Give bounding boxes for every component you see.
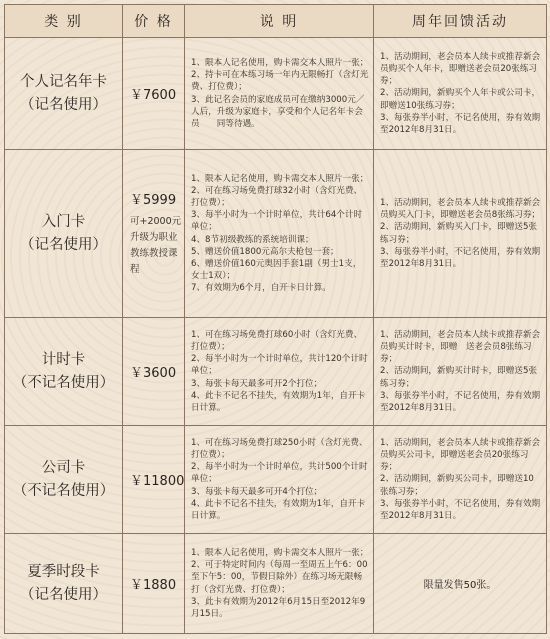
limited-sale-note: 限量发售50张。 bbox=[423, 580, 497, 591]
list-item: 2、活动期间，新购买公司卡，即赠送10张练习券； bbox=[380, 474, 534, 497]
header-anniversary-promo: 周年回馈活动 bbox=[374, 5, 547, 38]
list-item: 1、活动期间，老会员本人续卡或推荐新会员购买入门卡，即赠送老会员8张练习券； bbox=[380, 198, 541, 221]
description-cell bbox=[185, 318, 374, 426]
card-type-name: 计时卡 bbox=[41, 351, 86, 368]
list-item: 2、活动期间，新购买计时卡，即赠送5张练习券； bbox=[380, 366, 538, 389]
list-item: 3、每张券半小时，不记名使用，券有效期至2012年8月31日。 bbox=[380, 390, 541, 413]
price-cell bbox=[123, 150, 185, 318]
card-type-usage: （记名使用） bbox=[20, 236, 107, 253]
list-item: 1、可在练习场免费打球250小时（含灯光费、打位费）； bbox=[191, 438, 368, 461]
list-item: 2、持卡可在本练习场一年内无限畅打（含灯光费、打位费）； bbox=[191, 70, 369, 93]
price-value: ￥5999 bbox=[130, 193, 177, 208]
table-row bbox=[5, 150, 547, 318]
price-cell bbox=[123, 534, 185, 634]
price-upgrade-note: 可+2000元升级为职业教练教授课程 bbox=[130, 216, 182, 275]
header-category: 类 别 bbox=[5, 5, 123, 38]
table-row bbox=[5, 38, 547, 150]
promo-cell bbox=[374, 318, 547, 426]
description-cell bbox=[185, 150, 374, 318]
price-cell bbox=[123, 38, 185, 150]
promo-cell bbox=[374, 38, 547, 150]
list-item: 3、每张券半小时，不记名使用，券有效期至2012年8月31日。 bbox=[380, 246, 541, 269]
list-item: 1、限本人记名使用，购卡需交本人照片一张； bbox=[191, 174, 369, 185]
header-price: 价 格 bbox=[123, 5, 185, 38]
description-cell bbox=[185, 38, 374, 150]
card-type-cell bbox=[5, 318, 123, 426]
card-type-name: 夏季时段卡 bbox=[27, 563, 100, 580]
list-item: 2、可于特定时间内（每周一至周五上午6：00至下午5：00，节假日除外）在练习场无限畅打（含灯光费、打位费）； bbox=[191, 560, 368, 595]
list-item: 1、限本人记名使用，购卡需交本人照片一张； bbox=[191, 58, 369, 69]
list-item: 2、每半小时为一个计时单位，共计120个计时单位； bbox=[191, 354, 368, 377]
card-type-name: 入门卡 bbox=[41, 213, 86, 230]
list-item: 2、活动期间，新购买个人年卡或公司卡，即赠送10张练习券； bbox=[380, 88, 541, 111]
list-item: 3、每张卡每天最多可开4个打位； bbox=[191, 486, 323, 497]
price-cell bbox=[123, 426, 185, 534]
header-description: 说 明 bbox=[185, 5, 374, 38]
card-type-cell bbox=[5, 426, 123, 534]
price-value: ￥3600 bbox=[130, 366, 177, 381]
list-item: 2、活动期间，新购买入门卡，即赠送5张练习券； bbox=[380, 222, 538, 245]
description-cell bbox=[185, 534, 374, 634]
list-item: 2、每半小时为一个计时单位，共计500个计时单位； bbox=[191, 462, 368, 485]
price-value: ￥1880 bbox=[130, 578, 177, 593]
card-type-usage: （记名使用） bbox=[20, 96, 107, 113]
list-item: 3、每半小时为一个计时单位，共计64个计时单位； bbox=[191, 210, 363, 233]
list-item: 3、每张卡每天最多可开2个打位； bbox=[191, 378, 323, 389]
card-type-usage: （不记名使用） bbox=[12, 482, 115, 499]
list-item: 1、活动期间，老会员本人续卡或推荐新会员购买公司卡，即赠送老会员20张练习券； bbox=[380, 438, 541, 473]
promo-cell bbox=[374, 426, 547, 534]
list-item: 4、8节初级教练的系统培训课； bbox=[191, 234, 314, 245]
card-type-cell bbox=[5, 534, 123, 634]
list-item: 3、每张券半小时，不记名使用，券有效期至2012年8月31日。 bbox=[380, 498, 541, 521]
card-type-name: 个人记名年卡 bbox=[20, 73, 107, 90]
list-item: 7、有效期为6个月，自开卡日计算。 bbox=[191, 282, 331, 293]
list-item: 4、此卡不记名不挂失，有效期为1年，自开卡日计算。 bbox=[191, 390, 366, 413]
card-type-name: 公司卡 bbox=[41, 459, 86, 476]
list-item: 1、限本人记名使用，购卡需交本人照片一张； bbox=[191, 548, 369, 559]
description-cell bbox=[185, 426, 374, 534]
list-item: 1、活动期间，老会员本人续卡或推荐新会员购买计时卡，即赠 送老会员8张练习券； bbox=[380, 330, 541, 365]
table-row bbox=[5, 318, 547, 426]
list-item: 3、此卡有效期为2012年6月15日至2012年9月15日。 bbox=[191, 596, 366, 619]
list-item: 3、每张券半小时，不记名使用，券有效期至2012年8月31日。 bbox=[380, 112, 541, 135]
price-value: ￥11800 bbox=[130, 474, 185, 489]
promo-cell bbox=[374, 534, 547, 634]
header-row bbox=[5, 5, 547, 38]
membership-card-table bbox=[4, 4, 547, 634]
list-item: 5、赠送价值1800元高尔夫枪包一套； bbox=[191, 246, 339, 257]
promo-cell bbox=[374, 150, 547, 318]
card-type-cell bbox=[5, 150, 123, 318]
list-item: 6、赠送价值160元奥因手套1副（男士1支，女士1双）； bbox=[191, 258, 362, 281]
table-row bbox=[5, 426, 547, 534]
table-row bbox=[5, 534, 547, 634]
card-type-usage: （记名使用） bbox=[20, 586, 107, 603]
list-item: 2、可在练习场免费打球32小时（含灯光费、打位费）； bbox=[191, 186, 363, 209]
card-type-usage: （不记名使用） bbox=[12, 374, 115, 391]
list-item: 1、活动期间，老会员本人续卡或推荐新会员购买个人年卡，即赠送老会员20张练习券； bbox=[380, 52, 541, 87]
price-value: ￥7600 bbox=[130, 88, 177, 103]
card-type-cell bbox=[5, 38, 123, 150]
price-cell bbox=[123, 318, 185, 426]
list-item: 3、此记名会员的家庭成员可在缴纳3000元／人后，升级为家庭卡，享受和个人记名年卡会员 同等待遇。 bbox=[191, 94, 365, 129]
list-item: 1、可在练习场免费打球60小时（含灯光费、打位费）； bbox=[191, 330, 363, 353]
list-item: 4、此卡不记名不挂失，有效期为1年，自开卡日计算。 bbox=[191, 498, 366, 521]
